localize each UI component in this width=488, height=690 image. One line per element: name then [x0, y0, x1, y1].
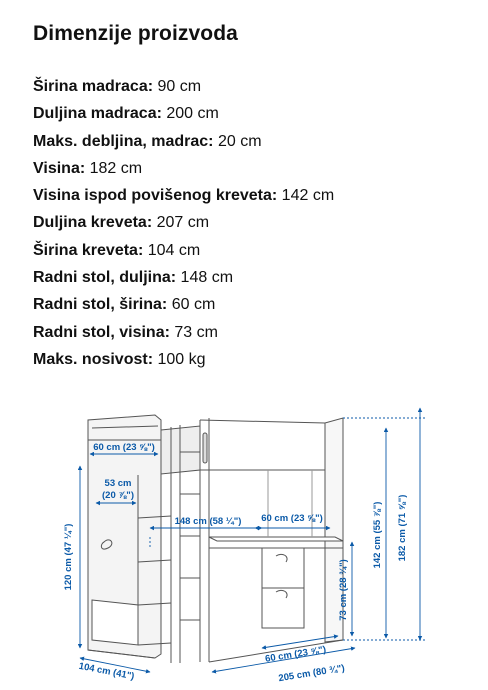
dimension-label: Radni stol, duljina:: [33, 269, 177, 287]
dimension-bed-length: 205 cm (80 ¾"): [277, 662, 346, 685]
dimension-row-desk-width: [33, 291, 334, 318]
dimension-row-bed-length: [33, 209, 334, 236]
dimension-row-height: [33, 155, 334, 182]
dimension-desk-depth-bottom: 60 cm (23 ⅝"): [264, 644, 327, 665]
dimension-label: Visina ispod povišenog kreveta:: [33, 187, 278, 205]
page-title: Dimenzije proizvoda: [33, 22, 238, 45]
dimension-label: Širina kreveta:: [33, 241, 144, 259]
dimension-label: Širina madraca:: [33, 78, 154, 95]
dimension-label: Radni stol, visina:: [33, 323, 170, 341]
dimension-value: 182 cm: [85, 159, 143, 177]
dimension-value: 104 cm: [143, 241, 201, 259]
dimension-value: 90 cm: [153, 78, 202, 95]
dimension-desk-height: 73 cm (28 ¾"): [338, 559, 349, 621]
dimension-label: Maks. nosivost:: [33, 350, 154, 368]
dimension-value: 207 cm: [152, 214, 210, 232]
dimension-label: Duljina madraca:: [33, 105, 162, 123]
dimension-value: 148 cm: [176, 269, 234, 287]
dimension-row-mattress-thickness: [33, 128, 334, 155]
dimension-value: 73 cm: [169, 323, 218, 341]
dimension-inner-width-in: (20 ⅞"): [102, 490, 134, 501]
dimension-list: [33, 73, 334, 373]
dimension-under-bed: 142 cm (55 ⅞"): [372, 501, 383, 569]
dimension-bed-width: 104 cm (41"): [77, 660, 136, 683]
dimension-label: Visina:: [33, 159, 86, 177]
dimension-label: Maks. debljina, madrac:: [33, 132, 214, 150]
dimension-total-height: 182 cm (71 ⅝"): [397, 494, 408, 562]
desk: [209, 537, 343, 628]
dimension-inner-width-cm: 53 cm: [104, 478, 132, 489]
dimension-row-under-bed-height: [33, 182, 334, 209]
dimension-value: 142 cm: [277, 187, 335, 205]
dimension-row-mattress-width: [33, 73, 334, 100]
dimension-label: Duljina kreveta:: [33, 214, 153, 232]
dimension-label: Radni stol, širina:: [33, 296, 168, 314]
dimension-height-left: 120 cm (47 ¼"): [63, 523, 74, 591]
dimension-desk-length: 148 cm (58 ¼"): [174, 516, 242, 527]
dimension-row-max-load: [33, 346, 334, 373]
dimension-top-width: 60 cm (23 ⅝"): [93, 442, 155, 453]
dimension-row-desk-height: [33, 319, 334, 346]
dimension-desk-width-top: 60 cm (23 ⅝"): [261, 513, 323, 524]
dimension-value: 200 cm: [161, 105, 219, 123]
dimension-value: 60 cm: [167, 296, 216, 314]
bed-dimensions-diagram: [0, 395, 488, 690]
dimension-value: 20 cm: [213, 132, 262, 150]
dimension-row-desk-length: [33, 264, 334, 291]
dimension-value: 100 kg: [153, 350, 206, 368]
dimension-row-bed-width: [33, 237, 334, 264]
dimension-row-mattress-length: [33, 100, 334, 127]
